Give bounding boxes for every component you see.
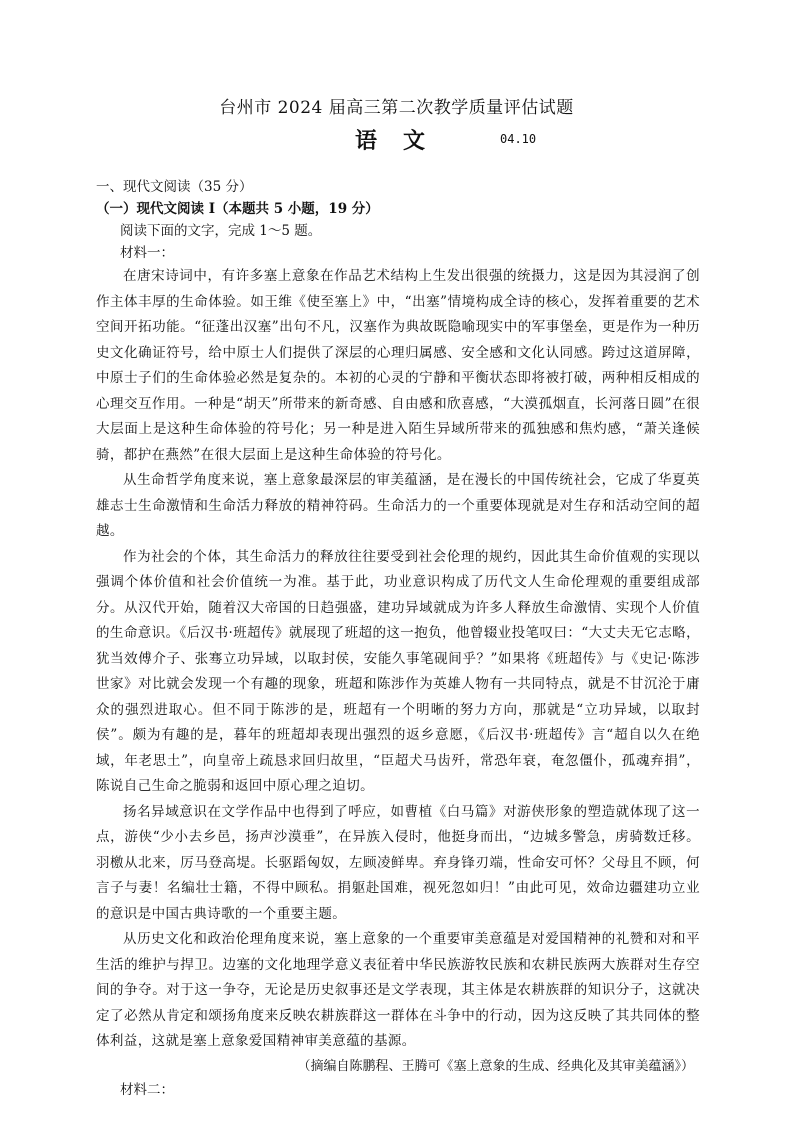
material1-label: 材料一： bbox=[120, 245, 174, 261]
section-heading: 一、现代文阅读（35 分） bbox=[96, 179, 253, 195]
subject-title: 语文 bbox=[355, 128, 452, 154]
exam-title: 台州市 2024 届高三第二次教学质量评估试题 bbox=[219, 98, 574, 118]
paragraph: 作为社会的个体，其生命活力的释放往往要受到社会伦理的规约，因此其生命价值观的实现以强调个体价值和社会价值统一为准。基于此，功业意识构成了历代文人生命伦理观的重要组成部分。从汉代开始，随着汉大帝国的日趋强盛，建功异域就成为许多人释放生命激情、实现个人价值的生命意识。《后汉书·班超传》就展现了班超的这一抱负，他曾辍业投笔叹曰：“大丈夫无它志略，犹当效傅介子、张骞立功异域，以取封侯，安能久事笔砚间乎？”如果将《班超传》与《史记·陈涉世家》对比就会发现一个有趣的现象，班超和陈涉作为英雄人物有一共同特点，就是不甘沉沦于庸众的强烈进取心。但不同于陈涉的是，班超有一个明晰的努力方向，那就是“立功异域，以取封侯”。颇为有趣的是，暮年的班超却表现出强烈的返乡意愿，《后汉书·班超传》言“超自以久在绝域，年老思土”，向皇帝上疏恳求回归故里，“臣超犬马齿歼，常恐年衰，奄忽僵仆，孤魂弃捐”，陈说自己生命之脆弱和返回中原心理之迫切。 bbox=[96, 548, 700, 794]
exam-date: 04.10 bbox=[500, 132, 537, 146]
paragraph: 扬名异域意识在文学作品中也得到了呼应，如曹植《白马篇》对游侠形象的塑造就体现了这一点，游侠“少小去乡邑，扬声沙漠垂”，在异族入侵时，他挺身而出，“边城多警急，虏骑数迁移。羽檄从北来，厉马登高堤。长驱蹈匈奴，左顾凌鲜卑。弃身锋刃端，性命安可怀？父母且不顾，何言子与妻！名编壮士籍，不得中顾私。捐躯赴国难，视死忽如归！”由此可见，效命边疆建功立业的意识是中国古典诗歌的一个重要主题。 bbox=[96, 803, 700, 922]
paragraph: 从历史文化和政治伦理角度来说，塞上意象的一个重要审美意蕴是对爱国精神的礼赞和对和平生活的维护与捍卫。边塞的文化地理学意义表征着中华民族游牧民族和农耕民族两大族群对生存空间的争夺。对于这一争夺，无论是历史叙事还是文学表现，其主体是农耕族群的知识分子，这就决定了必然从肯定和颂扬角度来反映农耕族群这一群体在斗争中的行动，因为这反映了其共同体的整体利益，这就是塞上意象爱国精神审美意蕴的基源。 bbox=[96, 931, 700, 1049]
exam-content bbox=[96, 176, 700, 1101]
material2-label: 材料二： bbox=[120, 1081, 174, 1098]
paragraph: 在唐宋诗词中，有许多塞上意象在作品艺术结构上生发出很强的统摄力，这是因为其浸润了创作主体丰厚的生命体验。如王维《使至塞上》中，“出塞”情境构成全诗的核心，发挥着重要的艺术空间开拓功能。“征蓬出汉塞”出句不凡，汉塞作为典故既隐喻现实中的军事堡垒，更是作为一种历史文化确证符号，给中原士人们提供了深层的心理归属感、安全感和文化认同感。跨过这道屏障，中原士子们的生命体验必然是复杂的。本初的心灵的宁静和平衡状态即将被打破，两种相反相成的心理交互作用。一种是“胡天”所带来的新奇感、自由感和欣喜感，“大漠孤烟直，长河落日圆”在很大层面上是这种生命体验的符号化；另一种是进入陌生异域所带来的孤独感和焦灼感，“萧关逢候骑，都护在燕然”在很大层面上是这种生命体验的符号化。 bbox=[96, 268, 700, 463]
source-citation: （摘编自陈鹏程、王腾可《塞上意象的生成、经典化及其审美蕴涵》） bbox=[297, 1058, 694, 1074]
paragraph: 从生命哲学角度来说，塞上意象最深层的审美蕴涵，是在漫长的中国传统社会，它成了华夏英雄志士生命激情和生命活力释放的精神符码。生命活力的一个重要体现就是对生存和活动空间的超越。 bbox=[96, 472, 700, 539]
instruction-text: 阅读下面的文字，完成 1～5 题。 bbox=[120, 223, 322, 239]
subsection-heading: （一）现代文阅读 I（本题共 5 小题，19 分） bbox=[96, 201, 379, 217]
